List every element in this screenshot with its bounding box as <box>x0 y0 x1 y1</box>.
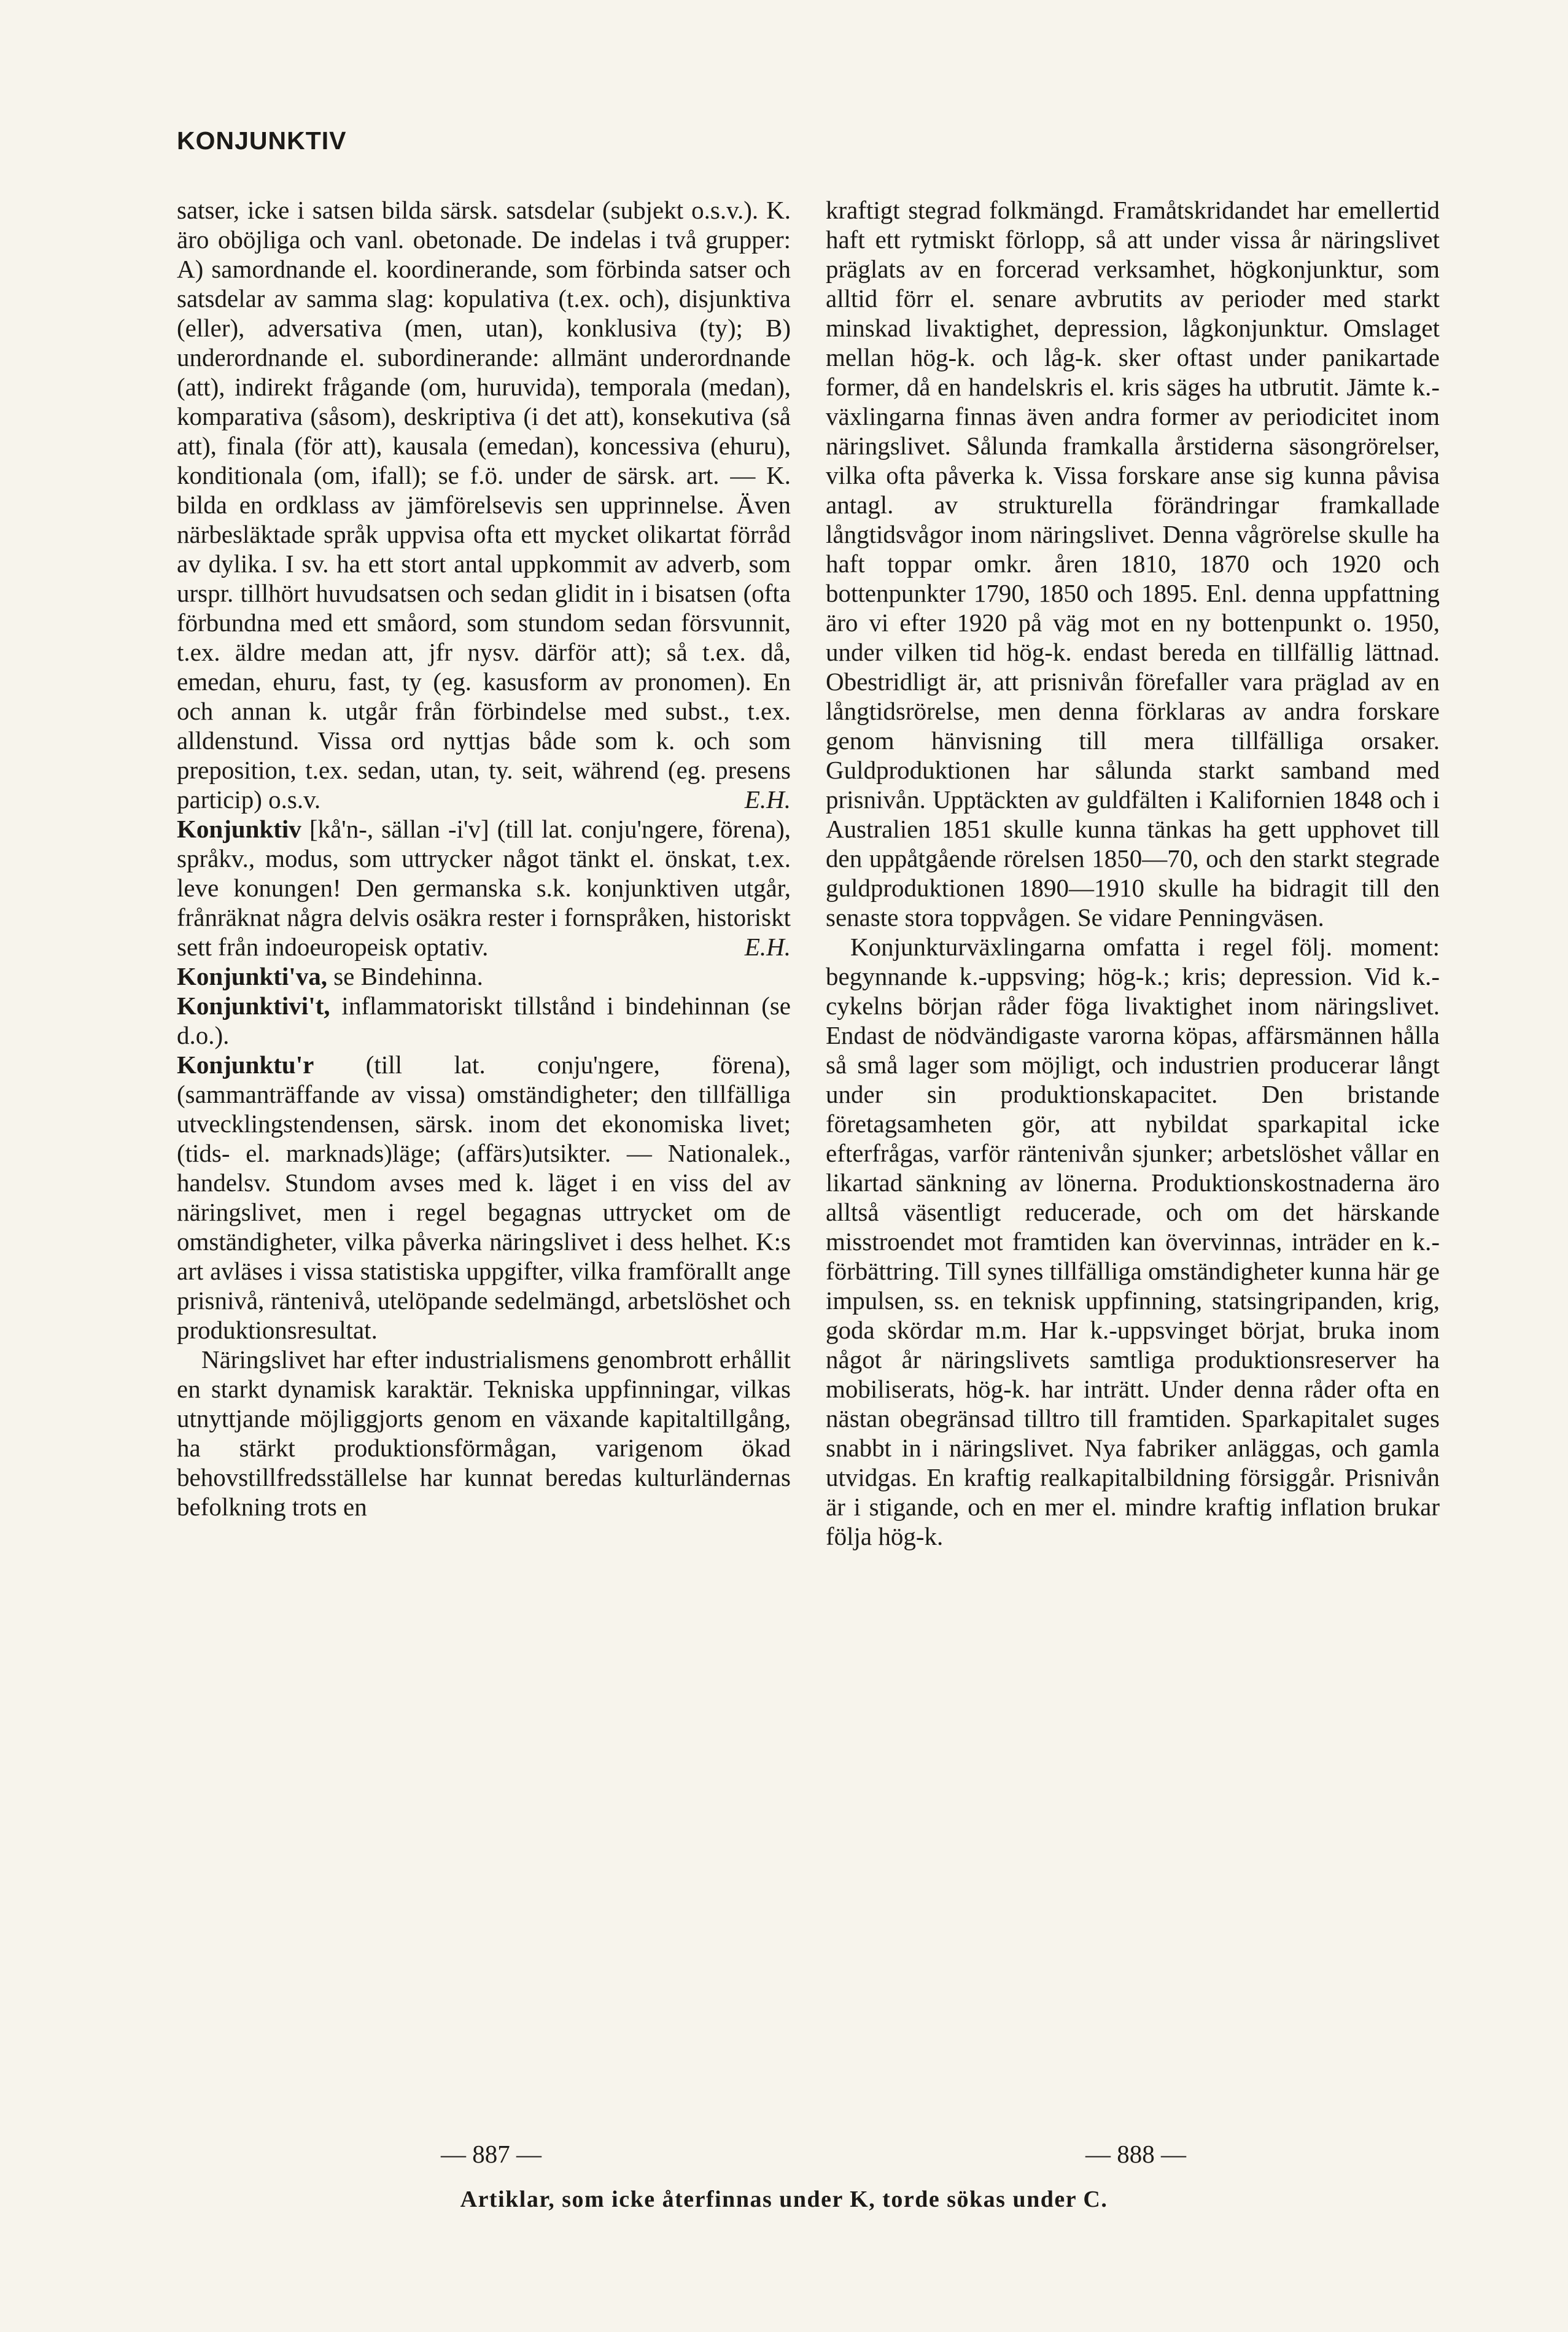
entry-headword: Konjunkti'va, <box>177 962 327 990</box>
entry-konjunktiva <box>177 962 791 991</box>
right-column <box>826 195 1440 1551</box>
entry-konjunktivit <box>177 991 791 1050</box>
entry-text: (till lat. conju'ngere, förena), (sammanträffande av vissa) omständigheter; den tillfälliga utvecklingstendensen, särsk. inom det ekonomiska livet; (tids- el. marknads)läge; (affärs)utsikter. — Nationalek., handelsv. Stundom avses med k. läget i en viss del av näringslivet, men i regel begagnas uttrycket om de omständigheter, vilka påverka näringslivet i dess helhet. K:s art avläses i vissa statistiska uppgifter, vilka framförallt ange prisnivå, räntenivå, utelöpande sedelmängd, arbetslöshet och produktionsresultat. <box>177 1051 791 1344</box>
entry-text: [kå'n-, sällan -i'v] (till lat. conju'ngere, förena), språkv., modus, som uttrycker något tänkt el. önskat, t.ex. leve konungen! Den germanska s.k. konjunktiven utgår, frånräknat några delvis osäkra rester i fornspråken, historiskt sett från indoeuropeisk optativ. <box>177 815 791 961</box>
page-number-left: — 887 — <box>441 2140 541 2168</box>
entry-konjunktiv <box>177 814 791 962</box>
author-signature: E.H. <box>744 785 791 814</box>
paragraph-konjunktion-continued <box>177 195 791 814</box>
entry-konjunktur <box>177 1050 791 1345</box>
paragraph-text: kraftigt stegrad folkmängd. Framåtskridandet har emellertid haft ett rytmiskt förlopp, så att under vissa år näringslivet präglats av en forcerad verksamhet, högkonjunktur, som alltid förr el. senare avbrutits av perioder med starkt minskad livaktighet, depression, lågkonjunktur. Omslaget mellan hög-k. och låg-k. sker oftast under panikartade former, då en handelskris el. kris säges ha utbrutit. Jämte k.-växlingarna finnas även andra former av periodicitet inom näringslivet. Sålunda framkalla årstiderna säsongrörelser, vilka ofta påverka k. Vissa forskare anse sig kunna påvisa antagl. av strukturella förändringar framkallade långtidsvågor inom näringslivet. Denna vågrörelse skulle ha haft toppar omkr. åren 1810, 1870 och 1920 och bottenpunkter 1790, 1850 och 1895. Enl. denna uppfattning äro vi efter 1920 på väg mot en ny bottenpunkt o. 1950, under vilken tid hög-k. endast bereda en tillfällig lättnad. Obestridligt är, att prisnivån förefaller vara präglad av en långtidsrörelse, men denna förklaras av andra forskare genom hänvisning till mera tillfälliga orsaker. Guldproduktionen har sålunda starkt samband med prisnivån. Upptäckten av guldfälten i Kalifornien 1848 och i Australien 1851 skulle kunna tänkas ha gett upphovet till den uppåtgående rörelsen 1850—70, och den starkt stegrade guldproduktionen 1890—1910 skulle ha bidragit till den senaste stora toppvågen. Se vidare Penningväsen. <box>826 196 1440 931</box>
footer-note: Artiklar, som icke återfinnas under K, torde sökas under C. <box>460 2186 1108 2212</box>
entry-text: se Bindehinna. <box>333 962 483 990</box>
paragraph-text: Näringslivet har efter industrialismens genombrott erhållit en starkt dynamisk karaktär. Tekniska uppfinningar, vilkas utnyttjande möjliggjorts genom en växande kapitaltillgång, ha stärkt produktionsförmågan, varigenom ökad behovstillfredsställelse har kunnat beredas kulturländernas befolkning trots en <box>177 1345 791 1521</box>
paragraph-text: Konjunkturväxlingarna omfatta i regel följ. moment: begynnande k.-uppsving; hög-k.; kris; depression. Vid k.-cykelns början råder föga livaktighet inom näringslivet. Endast de nödvändigaste varorna köpas, affärsmännen hålla så små lager som möjligt, och industrien producerar långt under sin produktionskapacitet. Den bristande företagsamheten gör, att nybildat sparkapital icke efterfrågas, varför räntenivån sjunker; arbetslöshet vållar en likartad sänkning av lönerna. Produktionskostnaderna äro alltså väsentligt reducerade, och om det härskande misstroendet mot framtiden kan övervinnas, inträder en k.-förbättring. Till synes tillfälliga omständigheter kunna här ge impulsen, ss. en teknisk uppfinning, statsingripanden, krig, goda skördar m.m. Har k.-uppsvinget börjat, bruka inom något år näringslivets samtliga produktionsreserver ha mobiliserats, hög-k. har inträtt. Under denna råder ofta en nästan obegränsad tilltro till framtiden. Sparkapitalet suges snabbt in i näringslivet. Nya fabriker anläggas, och gamla utvidgas. En kraftig realkapitalbildning försiggår. Prisnivån är i stigande, och en mer el. mindre kraftig inflation brukar följa hög-k. <box>826 933 1440 1550</box>
entry-headword: Konjunktivi't, <box>177 992 330 1020</box>
entry-text: inflammatoriskt tillstånd i bindehinnan (se d.o.). <box>177 992 791 1049</box>
page-number-right: — 888 — <box>1085 2140 1186 2168</box>
paragraph-text: satser, icke i satsen bilda särsk. satsdelar (subjekt o.s.v.). K. äro oböjliga och vanl. obetonade. De indelas i två grupper: A) samordnande el. koordinerande, som förbinda satser och satsdelar av samma slag: kopulativa (t.ex. och), disjunktiva (eller), adversativa (men, utan), konklusiva (ty); B) underordnande el. subordinerande: allmänt underordnande (att), indirekt frågande (om, huruvida), temporala (medan), komparativa (såsom), deskriptiva (i det att), konsekutiva (så att), finala (för att), kausala (emedan), koncessiva (ehuru), konditionala (om, ifall); se f.ö. under de särsk. art. — K. bilda en ordklass av jämförelsevis sen upprinnelse. Även närbesläktade språk uppvisa ofta ett mycket olikartat förråd av dylika. I sv. ha ett stort antal uppkommit av adverb, som urspr. tillhört huvudsatsen och sedan glidit in i bisatsen (ofta förbundna med ett småord, som stundom sedan försvunnit, t.ex. äldre medan att, jfr nysv. därför att); så t.ex. då, emedan, ehuru, fast, ty (eg. kasusform av pronomen). En och annan k. utgår från förbindelse med subst., t.ex. alldenstund. Vissa ord nyttjas både som k. och som preposition, t.ex. sedan, utan, ty. seit, während (eg. presens particip) o.s.v. <box>177 196 791 814</box>
left-column <box>177 195 791 1522</box>
page-title: KONJUNKTIV <box>177 126 347 155</box>
entry-headword: Konjunktiv <box>177 815 301 843</box>
author-signature: E.H. <box>744 933 791 961</box>
entry-headword: Konjunktu'r <box>177 1051 314 1079</box>
